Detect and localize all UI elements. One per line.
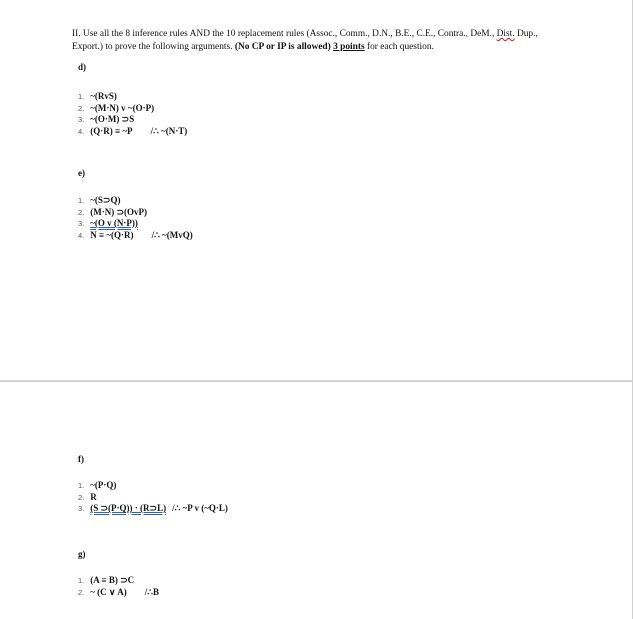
step-row: 2. ~ (C ∨ A) /∴B [78,586,159,597]
question-d-steps [78,91,187,137]
instructions-paragraph [72,28,558,53]
instructions-no-cp: (No CP or IP is allowed) [234,41,331,52]
instructions-text-3: for each question. [364,41,434,52]
step-row: 4. N ≡ ~(Q·R) /∴ ~(MvQ) [78,229,193,240]
conclusion: /∴B [144,586,159,597]
question-f-label: f) [78,454,84,464]
conclusion: /∴ ~(N·T) [150,125,188,136]
step-row: 1. ~(P·Q) [78,480,117,490]
question-f-steps [78,480,228,515]
step-row: 4. (Q·R) ≡ ~P /∴ ~(N·T) [78,125,188,136]
instructions-text-2: Dup., Export.) to prove the following arguments. [72,29,538,52]
step-row: 1. ~(S⊃Q) [78,195,121,205]
step-row: 1. ~(RvS) [78,91,117,101]
step-row: 3. ~(O·M) ⊃S [78,114,135,124]
step-row: 2. (M·N) ⊃(OvP) [78,206,148,217]
question-d-label: d) [78,62,87,72]
question-e-steps [78,195,193,241]
instructions-points: 3 points [333,41,365,52]
document-page-2 [0,382,633,619]
step-row: 2. ~(M·N) v ~(O·P) [78,102,155,113]
step-row: 1. (A ≡ B) ⊃C [78,575,135,585]
conclusion: /∴ ~(MvQ) [151,229,193,240]
instructions-dist-word: Dist. [496,29,515,39]
instructions-text-1: II. Use all the 8 inference rules AND the 10 replacement rules (Assoc., Comm., D.N., B.E., C.E., Contra., DeM., [72,29,495,39]
conclusion: /∴ ~P v (~Q·L) [172,503,228,513]
step-row: 3. (S ⊃(P·Q)) · (R⊃L) /∴ ~P v (~Q·L) [78,503,228,513]
question-e-label: e) [78,168,85,178]
step-row: 3. ~(O v (N·P)) [78,218,138,228]
question-g-label: g) [78,549,86,559]
question-g-steps [78,575,159,598]
step-row: 2. R [78,491,97,502]
